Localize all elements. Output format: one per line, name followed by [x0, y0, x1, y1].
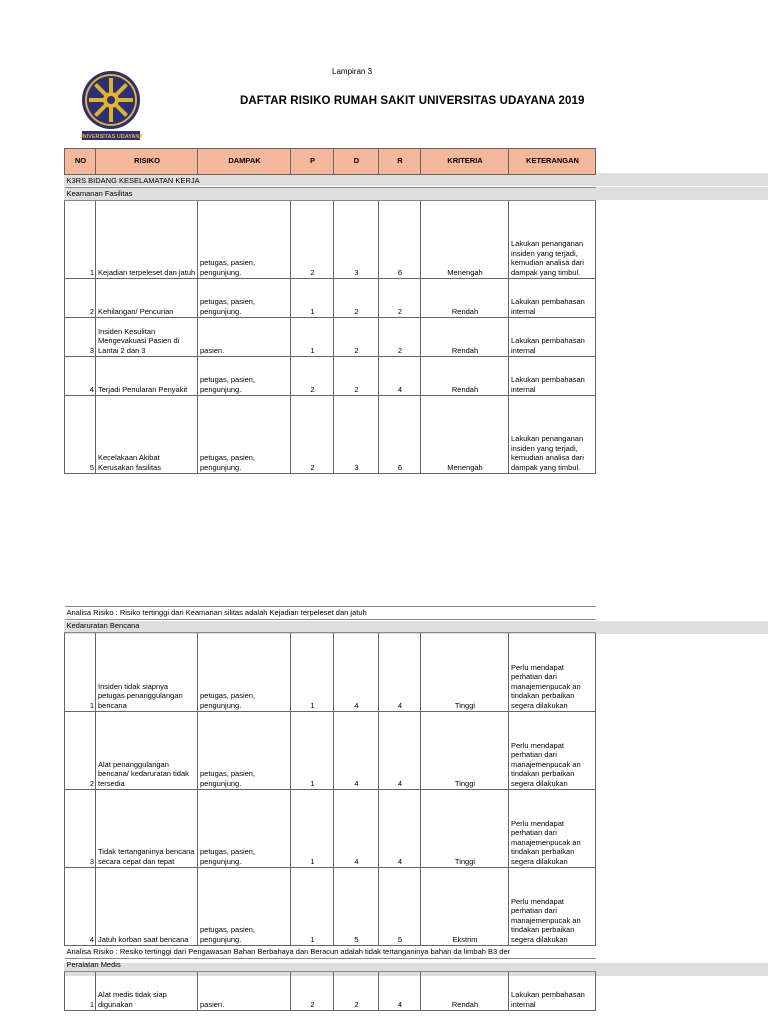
cell-kriteria: Rendah [421, 972, 509, 1011]
cell-risiko: Terjadi Penularan Penyakit [96, 357, 198, 396]
col-header-keterangan: KETERANGAN [509, 149, 596, 175]
cell-p: 1 [291, 790, 334, 868]
cell-no: 2 [65, 712, 96, 790]
table-row [65, 972, 596, 1011]
cell-keterangan: Lakukan pembahasan internal [509, 357, 596, 396]
cell-risiko: Kejadian terpeleset dan jatuh [96, 201, 198, 279]
cell-d: 2 [334, 972, 379, 1011]
cell-p: 2 [291, 201, 334, 279]
cell-no: 4 [65, 868, 96, 946]
table-row [65, 357, 596, 396]
cell-kriteria: Rendah [421, 357, 509, 396]
cell-r: 2 [379, 318, 421, 357]
cell-no: 1 [65, 201, 96, 279]
table-row [65, 279, 596, 318]
col-header-d: D [334, 149, 379, 175]
cell-kriteria: Tinggi [421, 790, 509, 868]
cell-risiko: Insiden Kesulitan Mengevakuasi Pasien di Lantai 2 dan 3 [96, 318, 198, 357]
cell-p: 2 [291, 357, 334, 396]
cell-p: 1 [291, 279, 334, 318]
cell-r: 6 [379, 201, 421, 279]
cell-dampak: petugas, pasien, pengunjung. [198, 790, 291, 868]
appendix-label: Lampiran 3 [332, 67, 373, 76]
cell-d: 4 [334, 790, 379, 868]
cell-d: 2 [334, 318, 379, 357]
cell-dampak: petugas, pasien, pengunjung. [198, 712, 291, 790]
cell-dampak: petugas, pasien, pengunjung. [198, 357, 291, 396]
cell-d: 3 [334, 201, 379, 279]
cell-no: 4 [65, 357, 96, 396]
cell-r: 2 [379, 279, 421, 318]
cell-dampak: petugas, pasien, pengunjung. [198, 396, 291, 474]
cell-risiko: Alat penanggulangan bencana/ kedaruratan tidak tersedia [96, 712, 198, 790]
table-row [65, 396, 596, 474]
cell-kriteria: Rendah [421, 279, 509, 318]
table-row [65, 201, 596, 279]
cell-dampak: pasien. [198, 972, 291, 1011]
cell-risiko: Jatuh korban saat bencana [96, 868, 198, 946]
cell-kriteria: Tinggi [421, 712, 509, 790]
page-title: DAFTAR RISIKO RUMAH SAKIT UNIVERSITAS UDAYANA 2019 [240, 95, 585, 107]
risk-analysis-note: Analisa Risiko : Risiko tertinggi dari Keamanan silitas adalah Kejadian terpeleset dan jatuh [65, 607, 596, 620]
cell-keterangan: Perlu mendapat perhatian dari manajemenpucak an tindakan perbaikan segera dilakukan [509, 868, 596, 946]
cell-r: 5 [379, 868, 421, 946]
risk-table-1 [64, 148, 596, 474]
cell-d: 4 [334, 712, 379, 790]
cell-keterangan: Perlu mendapat perhatian dari manajemenpucak an tindakan perbaikan segera dilakukan [509, 633, 596, 712]
col-header-kriteria: KRITERIA [421, 149, 509, 175]
group-title: Keamanan Fasilitas [65, 188, 596, 201]
table-row [65, 712, 596, 790]
risk-analysis-note: Analisa Risiko : Resiko tertinggi dari Pengawasan Bahan Berbahaya dan Beracun adalah tidak tertanganinya bahan da limbah B3 der [65, 946, 596, 959]
cell-keterangan: Lakukan penanganan insiden yang terjadi, kemudian analisa dari dampak yang timbul. [509, 396, 596, 474]
table-header-row [65, 149, 596, 175]
cell-dampak: petugas, pasien, pengunjung. [198, 633, 291, 712]
cell-p: 1 [291, 868, 334, 946]
table-row [65, 790, 596, 868]
cell-r: 4 [379, 633, 421, 712]
cell-no: 1 [65, 633, 96, 712]
cell-risiko: Insiden tidak siapnya petugas penanggulangan bencana [96, 633, 198, 712]
cell-r: 6 [379, 396, 421, 474]
cell-keterangan: Lakukan pembahasan internal [509, 972, 596, 1011]
cell-r: 4 [379, 972, 421, 1011]
cell-kriteria: Ekstrim [421, 868, 509, 946]
section-title: K3RS BIDANG KESELAMATAN KERJA [65, 175, 596, 188]
cell-dampak: petugas, pasien, pengunjung. [198, 279, 291, 318]
cell-risiko: Alat medis tidak siap digunakan [96, 972, 198, 1011]
cell-r: 4 [379, 357, 421, 396]
col-header-p: P [291, 149, 334, 175]
cell-kriteria: Rendah [421, 318, 509, 357]
cell-risiko: Kehilangan/ Pencurian [96, 279, 198, 318]
cell-keterangan: Perlu mendapat perhatian dari manajemenpucak an tindakan perbaikan segera dilakukan [509, 790, 596, 868]
cell-risiko: Tidak tertanganinya bencana secara cepat dan tepat [96, 790, 198, 868]
cell-keterangan: Lakukan pembahasan internal [509, 279, 596, 318]
cell-r: 4 [379, 790, 421, 868]
cell-no: 3 [65, 318, 96, 357]
cell-p: 2 [291, 396, 334, 474]
cell-no: 1 [65, 972, 96, 1011]
cell-p: 1 [291, 633, 334, 712]
cell-p: 1 [291, 712, 334, 790]
cell-d: 5 [334, 868, 379, 946]
table-row [65, 318, 596, 357]
col-header-dampak: DAMPAK [198, 149, 291, 175]
group-title: Kedaruratan Bencana [65, 620, 596, 633]
cell-p: 1 [291, 318, 334, 357]
cell-p: 2 [291, 972, 334, 1011]
cell-no: 2 [65, 279, 96, 318]
cell-risiko: Kecelakaan Akibat Kerusakan fasilitas [96, 396, 198, 474]
col-header-no: NO [65, 149, 96, 175]
cell-dampak: petugas, pasien, pengunjung. [198, 201, 291, 279]
group-title: Peralatan Medis [65, 959, 596, 972]
cell-kriteria: Tinggi [421, 633, 509, 712]
cell-d: 2 [334, 279, 379, 318]
cell-keterangan: Lakukan pembahasan internal [509, 318, 596, 357]
university-logo [80, 70, 142, 142]
cell-keterangan: Perlu mendapat perhatian dari manajemenpucak an tindakan perbaikan segera dilakukan [509, 712, 596, 790]
cell-dampak: pasien. [198, 318, 291, 357]
cell-d: 4 [334, 633, 379, 712]
cell-d: 3 [334, 396, 379, 474]
cell-no: 3 [65, 790, 96, 868]
cell-kriteria: Menengah [421, 396, 509, 474]
svg-text:UNIVERSITAS UDAYANA: UNIVERSITAS UDAYANA [80, 134, 142, 140]
cell-dampak: petugas, pasien, pengunjung. [198, 868, 291, 946]
cell-keterangan: Lakukan penanganan insiden yang terjadi, kemudian analisa dari dampak yang timbul. [509, 201, 596, 279]
col-header-r: R [379, 149, 421, 175]
cell-kriteria: Menengah [421, 201, 509, 279]
cell-d: 2 [334, 357, 379, 396]
cell-r: 4 [379, 712, 421, 790]
col-header-risiko: RISIKO [96, 149, 198, 175]
table-row [65, 868, 596, 946]
table-row [65, 633, 596, 712]
risk-table-2 [64, 606, 596, 1011]
cell-no: 5 [65, 396, 96, 474]
